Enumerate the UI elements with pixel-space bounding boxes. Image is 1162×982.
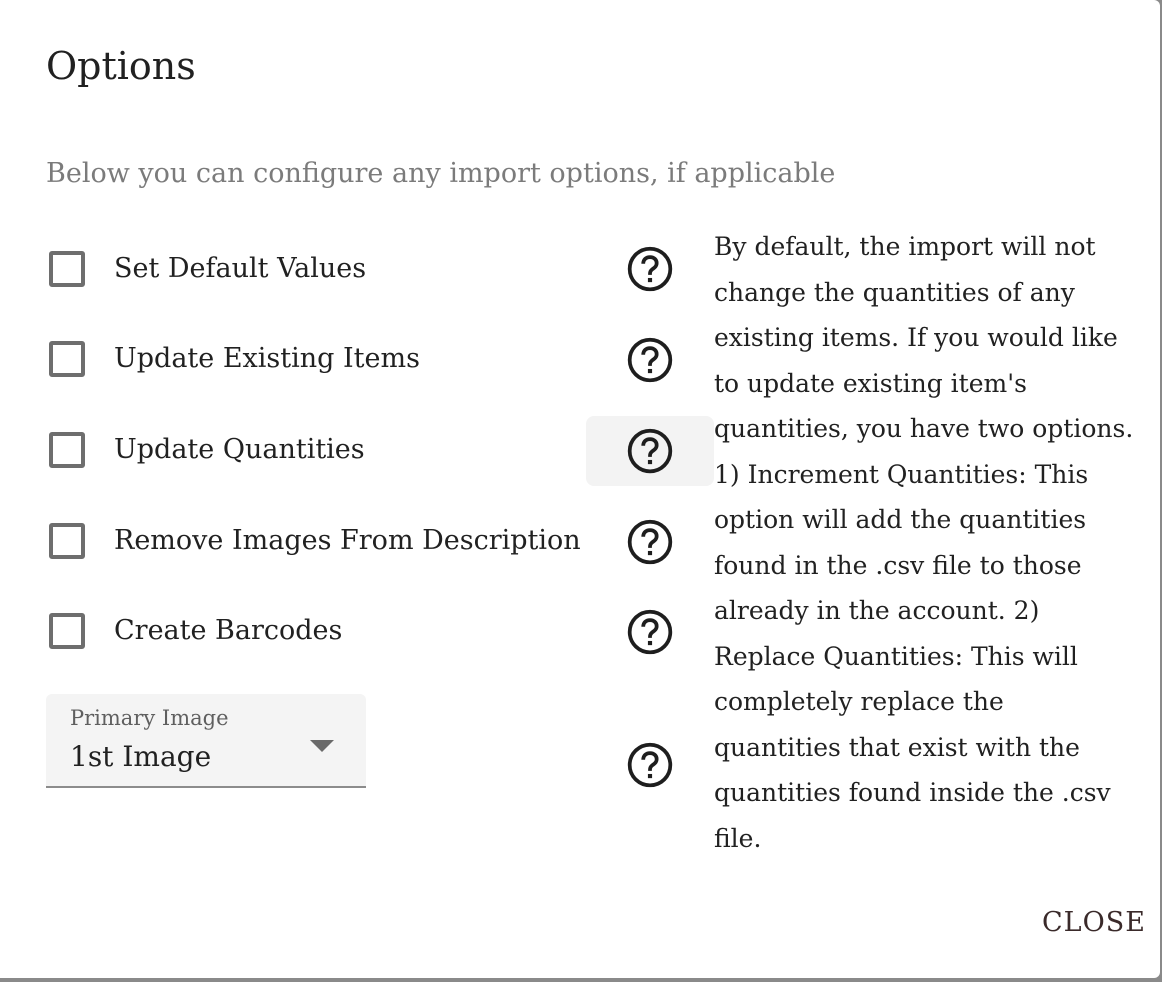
option-label: Update Quantities [114, 434, 365, 465]
arrow-drop-down-icon [310, 740, 334, 752]
primary-image-label: Primary Image [70, 706, 229, 730]
create-barcodes-checkbox[interactable] [49, 613, 85, 649]
help-circle-icon [625, 517, 675, 567]
update-existing-items-checkbox[interactable] [49, 341, 85, 377]
dialog-title: Options [46, 44, 196, 88]
option-create-barcodes[interactable] [46, 609, 342, 653]
option-label: Remove Images From Description [114, 525, 581, 556]
help-circle-icon [625, 740, 675, 790]
set-default-values-checkbox[interactable] [49, 251, 85, 287]
help-button-create-barcodes[interactable] [586, 597, 714, 667]
close-button[interactable]: CLOSE [1024, 896, 1162, 948]
help-circle-icon [625, 607, 675, 657]
help-circle-icon [625, 335, 675, 385]
update-quantities-tooltip: By default, the import will not change the quantities of any existing items. If you would like to update existing item's quantities, you have two options. 1) Increment Quantities: This option will add the quantities found in the .csv file to those already in the account. 2) Replace Quantities: This will completely replace the quantities that exist with the quantities found inside the .csv file. [714, 232, 1134, 853]
option-update-existing-items[interactable] [46, 337, 420, 381]
help-button-remove-images[interactable] [586, 507, 714, 577]
option-update-quantities[interactable] [46, 428, 365, 472]
option-remove-images-from-description[interactable] [46, 519, 581, 563]
help-button-update-quantities[interactable] [586, 416, 714, 486]
option-set-default-values[interactable] [46, 247, 366, 291]
update-quantities-checkbox[interactable] [49, 432, 85, 468]
option-label: Set Default Values [114, 253, 367, 284]
dialog-subtitle: Below you can configure any import options, if applicable [46, 158, 836, 189]
help-circle-icon [625, 426, 675, 476]
primary-image-value: 1st Image [70, 740, 212, 773]
option-label: Update Existing Items [114, 343, 420, 374]
primary-image-select[interactable] [46, 694, 366, 788]
option-label: Create Barcodes [114, 615, 343, 646]
help-button-primary-image[interactable] [586, 730, 714, 800]
remove-images-checkbox[interactable] [49, 523, 85, 559]
help-button-set-default-values[interactable] [586, 234, 714, 304]
help-button-update-existing-items[interactable] [586, 325, 714, 395]
help-circle-icon [625, 244, 675, 294]
